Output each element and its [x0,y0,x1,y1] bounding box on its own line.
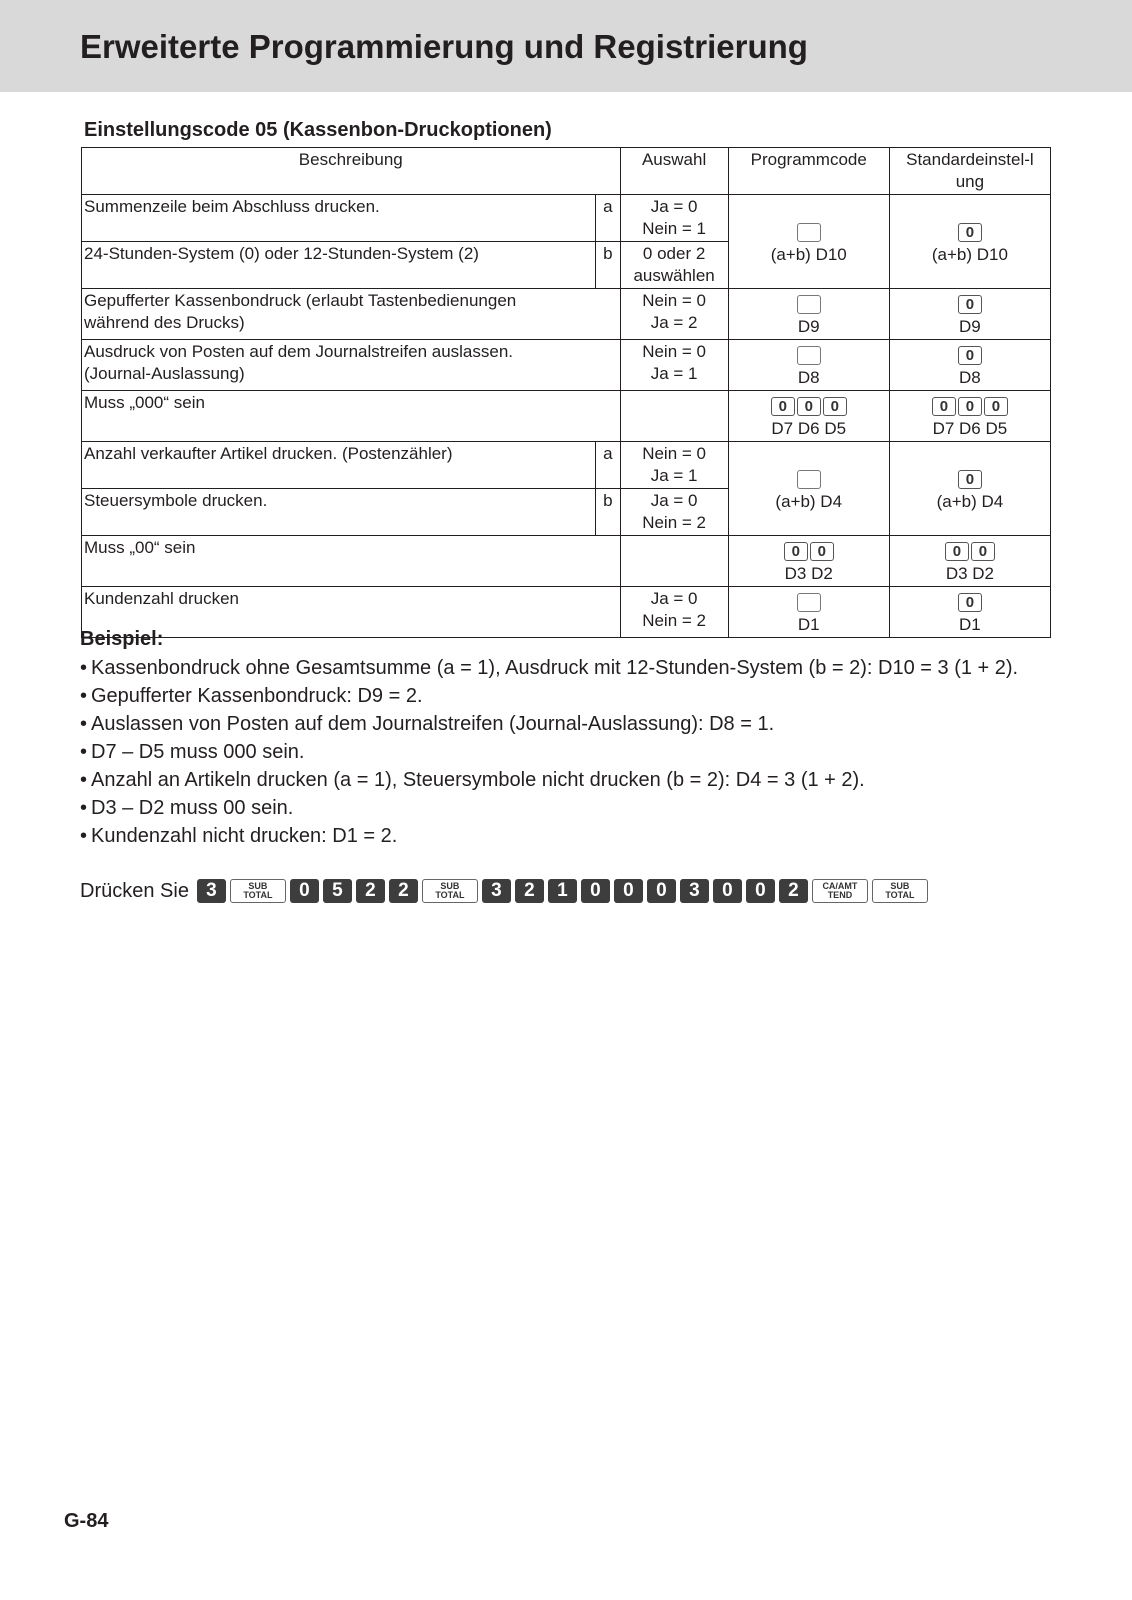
row-sub-label: a [596,195,620,242]
program-code-label: D3 D2 [784,564,833,583]
default-code-label: D8 [959,368,981,387]
list-item [80,795,1030,821]
row-selection [620,536,728,587]
row-default [889,340,1050,391]
row-program-code [728,195,889,289]
example-heading: Beispiel: [80,628,164,650]
number-key-icon: 0 [290,879,319,903]
row-program-code [728,391,889,442]
program-key-boxes [731,469,887,491]
row-selection [620,391,728,442]
zero-key-icon: 0 [984,397,1008,416]
row-selection [620,340,728,391]
number-key-icon: 5 [323,879,352,903]
bullet: • [80,797,88,819]
zero-key-icon: 0 [958,593,982,612]
zero-key-icon: 0 [797,397,821,416]
header-description: Beschreibung [82,148,621,195]
zero-key-icon: 0 [945,542,969,561]
program-code-label: D1 [797,615,820,634]
row-program-code [728,289,889,340]
selection-text: Ja = 0 Nein = 2 [642,491,706,532]
example-text: D3 – D2 muss 00 sein. [91,797,294,819]
row-description: Muss „000“ sein [82,391,621,442]
zero-key-icon: 0 [784,542,808,561]
selection-text: Ja = 0 Nein = 2 [642,589,706,630]
program-code-label: D7 D6 D5 [771,419,847,438]
default-code-label: D3 D2 [945,564,994,583]
table-row [82,289,1051,340]
row-selection [620,442,728,489]
default-key-boxes [892,396,1048,418]
description-text: Ausdruck von Posten auf dem Journalstreifen auslassen. (Journal-Auslassung) [84,342,514,383]
function-key-icon [872,879,928,903]
row-default [889,195,1050,289]
list-item [80,767,1030,793]
row-sub-label: a [596,442,620,489]
zero-key-icon: 0 [958,295,982,314]
row-default [889,587,1050,638]
header-default-text: Standardeinstel-lung [906,150,1034,191]
table-header-row [82,148,1051,195]
row-description [82,340,621,391]
selection-text: Nein = 0 Ja = 1 [642,444,706,485]
row-selection [620,195,728,242]
number-key-icon: 2 [515,879,544,903]
program-key-boxes [731,222,887,244]
row-description: Anzahl verkaufter Artikel drucken. (Postenzähler) [82,442,596,489]
function-key-line2: TOTAL [243,890,273,900]
program-code-label: (a+b) D4 [775,491,843,511]
program-key-boxes [731,294,887,316]
number-key-icon: 3 [482,879,511,903]
example-text: Anzahl an Artikeln drucken (a = 1), Steuersymbole nicht drucken (b = 2): D4 = 3 (1 + 2). [91,769,865,791]
press-label: Drücken Sie [80,879,189,902]
function-key-line2: TOTAL [885,890,915,900]
bullet: • [80,685,88,707]
row-default [889,536,1050,587]
page-title: Erweiterte Programmierung und Registrierung [80,28,808,65]
function-key-line2: TOTAL [435,890,465,900]
number-key-icon: 0 [647,879,676,903]
number-key-icon: 2 [779,879,808,903]
default-code-label: D9 [959,317,981,336]
number-key-icon: 0 [581,879,610,903]
default-code-label: (a+b) D10 [931,244,1008,264]
default-key-boxes [892,469,1048,491]
empty-key-icon [797,470,821,489]
default-key-boxes [892,222,1048,244]
row-description [82,289,621,340]
number-key-icon: 1 [548,879,577,903]
row-description: Kundenzahl drucken [82,587,621,638]
page-number: G-84 [64,1510,109,1532]
selection-text: Nein = 0 Ja = 1 [642,342,706,383]
table-title: Einstellungscode 05 (Kassenbon-Druckoptionen) [84,119,552,141]
header-selection: Auswahl [620,148,728,195]
row-description: Muss „00“ sein [82,536,621,587]
default-code-label: D7 D6 D5 [932,419,1008,438]
default-code-label: D1 [959,615,981,634]
bullet: • [80,657,88,679]
program-key-boxes [731,396,887,418]
selection-text: 0 oder 2 auswählen [633,244,715,285]
row-selection [620,242,728,289]
row-default [889,442,1050,536]
table-row [82,195,1051,242]
zero-key-icon: 0 [958,223,982,242]
zero-key-icon: 0 [958,346,982,365]
bullet: • [80,769,88,791]
row-sub-label: b [596,489,620,536]
empty-key-icon [797,223,821,242]
zero-key-icon: 0 [771,397,795,416]
row-default [889,289,1050,340]
list-item [80,711,1030,737]
function-key-icon [230,879,286,903]
header-default [889,148,1050,195]
function-key-line1: SUB [440,881,460,891]
program-code-label: D8 [797,368,820,387]
list-item [80,823,1030,849]
key-sequence [80,877,932,905]
selection-text: Nein = 0 Ja = 2 [642,291,706,332]
number-key-icon: 2 [356,879,385,903]
row-description: Summenzeile beim Abschluss drucken. [82,195,596,242]
zero-key-icon: 0 [971,542,995,561]
description-text: Gepufferter Kassenbondruck (erlaubt Tastenbedienungen während des Drucks) [84,291,517,332]
program-code-label: D9 [797,317,820,336]
example-text: Gepufferter Kassenbondruck: D9 = 2. [91,685,423,707]
example-text: Kundenzahl nicht drucken: D1 = 2. [91,825,398,847]
number-key-icon: 0 [614,879,643,903]
row-program-code [728,340,889,391]
example-text: Auslassen von Posten auf dem Journalstreifen (Journal-Auslassung): D8 = 1. [91,713,775,735]
function-key-icon [422,879,478,903]
number-key-icon: 2 [389,879,418,903]
settings-table [81,147,1051,638]
number-key-icon: 3 [197,879,226,903]
list-item [80,683,1030,709]
table-row [82,587,1051,638]
row-description: Steuersymbole drucken. [82,489,596,536]
selection-text: Ja = 0 Nein = 1 [642,197,706,238]
default-key-boxes [892,345,1048,367]
row-selection [620,587,728,638]
list-item [80,655,1030,681]
row-sub-label: b [596,242,620,289]
table-row [82,340,1051,391]
zero-key-icon: 0 [932,397,956,416]
row-program-code [728,587,889,638]
table-row [82,536,1051,587]
example-list [80,655,1030,851]
zero-key-icon: 0 [958,397,982,416]
default-key-boxes [892,294,1048,316]
example-text: Kassenbondruck ohne Gesamtsumme (a = 1), Ausdruck mit 12-Stunden-System (b = 2): D10 = 3 (1 + 2). [91,657,1019,679]
function-key-line1: SUB [248,881,268,891]
zero-key-icon: 0 [823,397,847,416]
row-description: 24-Stunden-System (0) oder 12-Stunden-System (2) [82,242,596,289]
example-text: D7 – D5 muss 000 sein. [91,741,305,763]
number-key-icon: 3 [680,879,709,903]
function-key-line2: TEND [827,890,853,900]
zero-key-icon: 0 [958,470,982,489]
row-program-code [728,442,889,536]
empty-key-icon [797,346,821,365]
row-default [889,391,1050,442]
function-key-line1: SUB [890,881,910,891]
bullet: • [80,825,88,847]
number-key-icon: 0 [713,879,742,903]
bullet: • [80,741,88,763]
key-sequence-keys [197,879,932,903]
row-program-code [728,536,889,587]
program-key-boxes [731,541,887,563]
row-selection [620,489,728,536]
empty-key-icon [797,593,821,612]
program-code-label: (a+b) D10 [770,244,847,264]
default-key-boxes [892,592,1048,614]
list-item [80,739,1030,765]
number-key-icon: 0 [746,879,775,903]
function-key-line1: CA/AMT [822,881,858,891]
table-row [82,391,1051,442]
program-key-boxes [731,345,887,367]
program-key-boxes [731,592,887,614]
row-selection [620,289,728,340]
default-code-label: (a+b) D4 [936,491,1004,511]
zero-key-icon: 0 [810,542,834,561]
default-key-boxes [892,541,1048,563]
bullet: • [80,713,88,735]
empty-key-icon [797,295,821,314]
table-row [82,442,1051,489]
header-program-code: Programmcode [728,148,889,195]
function-key-icon [812,879,868,903]
